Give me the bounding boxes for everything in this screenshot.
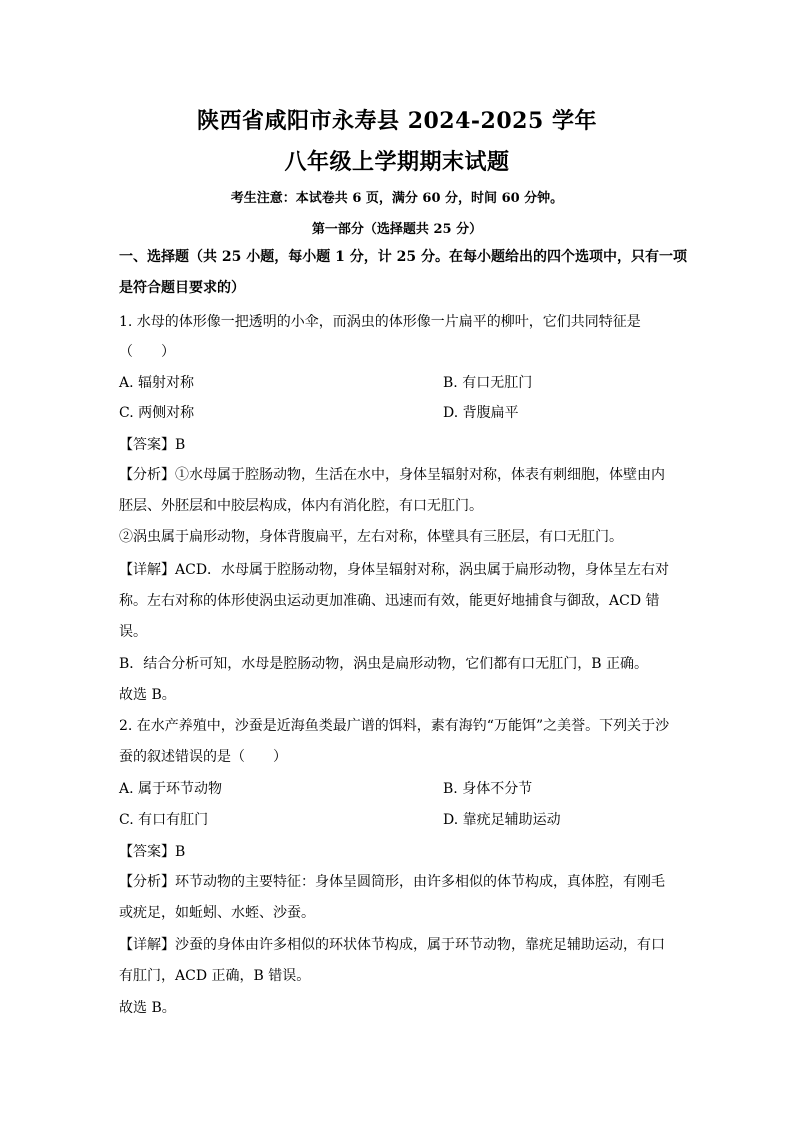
q1-analysis-line3: ②涡虫属于扁形动物，身体背腹扁平，左右对称，体壁具有三胚层，有口无肛门。	[119, 529, 623, 545]
exam-notice: 考生注意：本试卷共 6 页，满分 60 分，时间 60 分钟。	[230, 191, 564, 206]
q2-analysis-line2: 或疣足，如蚯蚓、水蛭、沙蚕。	[119, 905, 315, 921]
q1-analysis-line1: 【分析】①水母属于腔肠动物，生活在水中，身体呈辐射对称，体表有刺细胞，体壁由内	[119, 467, 665, 483]
section-instructions-line1: 一、选择题（共 25 小题，每小题 1 分，计 25 分。在每小题给出的四个选项中，只有一项	[119, 249, 687, 265]
q1-option-d: D. 背腹扁平	[443, 405, 519, 421]
q1-detail-line3: 误。	[119, 624, 147, 640]
q2-option-d: D. 靠疣足辅助运动	[443, 812, 561, 828]
q1-analysis-line2: 胚层、外胚层和中胶层构成，体内有消化腔，有口无肛门。	[119, 498, 483, 514]
q1-option-c: C. 两侧对称	[119, 405, 195, 421]
q2-answer: 【答案】B	[119, 844, 186, 860]
q2-analysis-line1: 【分析】环节动物的主要特征：身体呈圆筒形，由许多相似的体节构成，真体腔，有刚毛	[119, 874, 665, 890]
q1-answer: 【答案】B	[119, 437, 186, 453]
section-instructions-line2: 是符合题目要求的）	[119, 280, 245, 296]
exam-title-line1: 陕西省咸阳市永寿县 2024-2025 学年	[197, 108, 597, 134]
q2-conclusion: 故选 B。	[119, 1000, 176, 1016]
q2-detail-line1: 【详解】沙蚕的身体由许多相似的环状体节构成，属于环节动物，靠疣足辅助运动，有口	[119, 937, 665, 953]
q2-detail-line2: 有肛门，ACD 正确，B 错误。	[119, 968, 311, 984]
q1-conclusion: 故选 B。	[119, 687, 176, 703]
part-heading: 第一部分（选择题共 25 分）	[311, 222, 483, 237]
q1-detail-line2: 称。左右对称的体形使涡虫运动更加准确、迅速而有效，能更好地捕食与御敌，ACD 错	[119, 593, 660, 609]
exam-title-line2: 八年级上学期期末试题	[284, 149, 510, 175]
q1-detail-line1: 【详解】ACD．水母属于腔肠动物，身体呈辐射对称，涡虫属于扁形动物，身体呈左右对	[119, 562, 670, 578]
q1-option-a: A. 辐射对称	[119, 375, 195, 391]
q1-option-b: B. 有口无肛门	[443, 375, 533, 391]
q1-stem-line1: 1. 水母的体形像一把透明的小伞，而涡虫的体形像一片扁平的柳叶，它们共同特征是	[119, 314, 641, 330]
q2-stem-line1: 2. 在水产养殖中，沙蚕是近海鱼类最广谱的饵料，素有海钓“万能饵”之美誉。下列关于沙	[119, 718, 670, 734]
q1-stem-line2: （ ）	[119, 344, 175, 360]
q2-option-b: B. 身体不分节	[443, 781, 533, 797]
q2-stem-line2: 蚕的叙述错误的是（ ）	[119, 749, 287, 765]
q2-option-a: A. 属于环节动物	[119, 781, 223, 797]
q1-detail-line4: B．结合分析可知，水母是腔肠动物，涡虫是扁形动物，它们都有口无肛门，B 正确。	[119, 656, 649, 672]
q2-option-c: C. 有口有肛门	[119, 812, 209, 828]
